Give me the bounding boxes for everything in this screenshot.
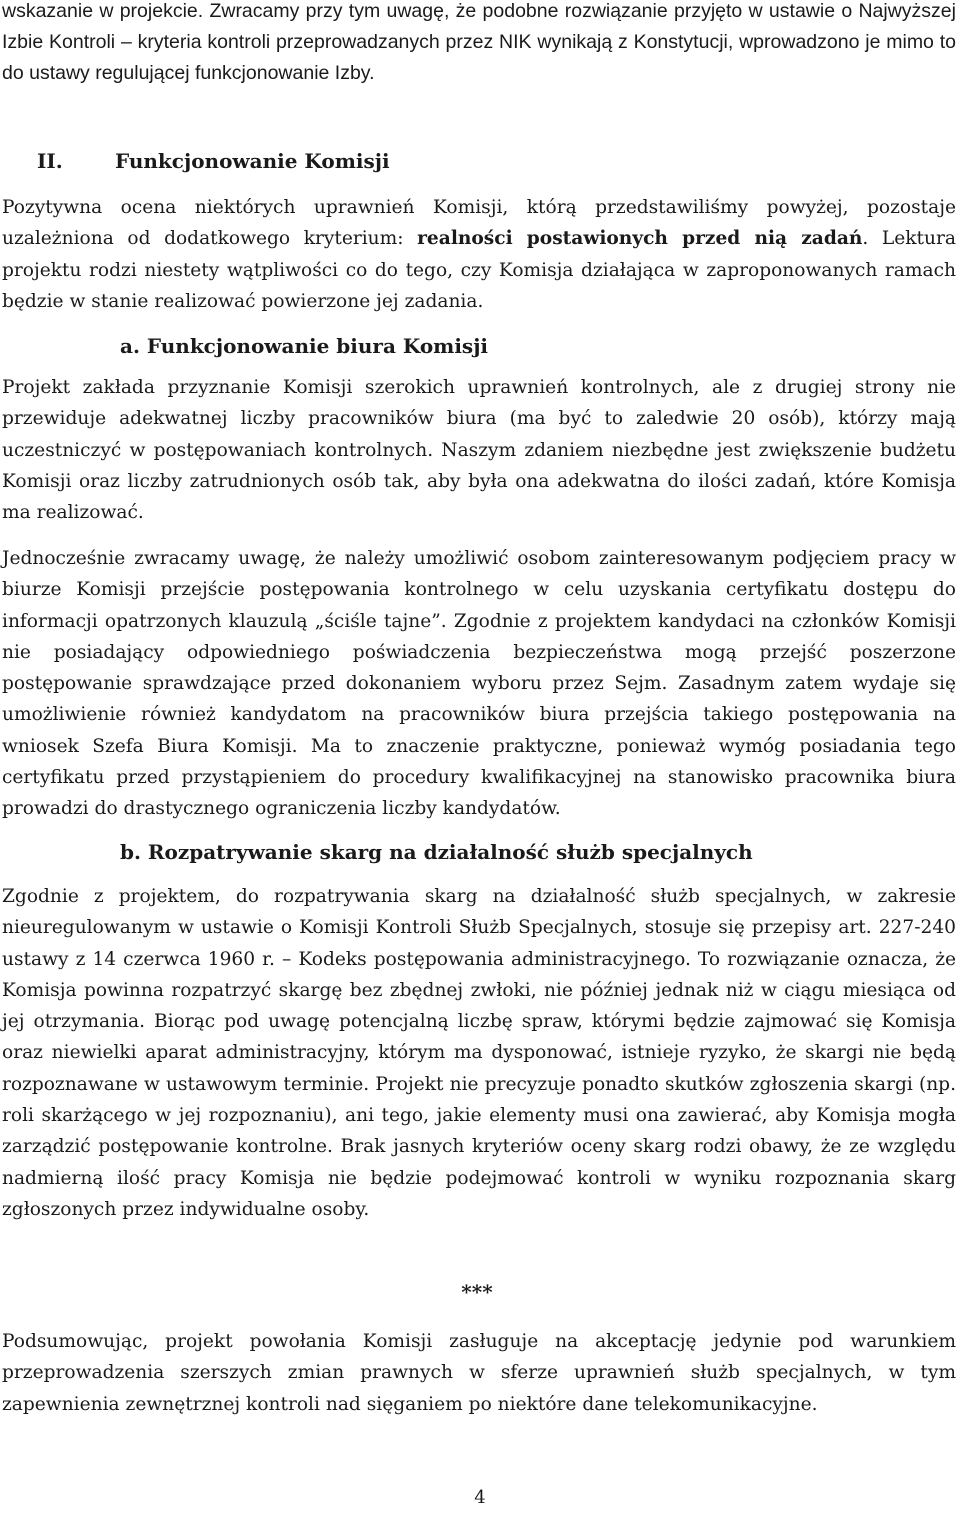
paragraph-text: . Lektura projektu rodzi niestety wątpliwości co do tego, czy Komisja działająca w zaproponowanych ramach będzie w stanie realizować powierzone jej zadania.	[2, 228, 956, 312]
emphasis-text: realności postawionych przed nią zadań	[417, 228, 863, 250]
subsection-a-paragraph-2: Jednocześnie zwracamy uwagę, że należy umożliwić osobom zainteresowanym podjęciem pracy w biurze Komisji przejście postępowania kontrolnego w celu uzyskania certyfikatu dostępu do informacji opatrzonych klauzulą „ściśle tajne”. Zgodnie z projektem kandydaci na członków Komisji nie posiadający odpowiedniego poświadczenia bezpieczeństwa mogą przejść poszerzone postępowanie sprawdzające przed dokonaniem wyboru przez Sejm. Zasadnym zatem wydaje się umożliwienie również kandydatom na pracowników biura przejścia takiego postępowania na wniosek Szefa Biura Komisji. Ma to znaczenie praktyczne, ponieważ wymóg posiadania tego certyfikatu przed przystąpieniem do procedury kwalifikacyjnej na stanowisko pracownika biura prowadzi do drastycznego ograniczenia liczby kandydatów.	[2, 548, 956, 820]
subsection-title-a: a. Funkcjonowanie biura Komisji	[120, 334, 489, 358]
section-separator: ***	[461, 1280, 493, 1304]
subsection-title-b: b. Rozpatrywanie skarg na działalność służb specjalnych	[120, 840, 753, 864]
intro-paragraph: wskazanie w projekcie. Zwracamy przy tym uwagę, że podobne rozwiązanie przyjęto w ustawie o Najwyższej Izbie Kontroli – kryteria kontroli przeprowadzanych przez NIK wynikają z Konstytucji, wprowadzono je mimo to do ustawy regulującej funkcjonowanie Izby.	[2, 0, 956, 84]
section-title: Funkcjonowanie Komisji	[115, 149, 390, 173]
section-paragraph	[0, 192, 960, 317]
subsection-b-paragraph: Zgodnie z projektem, do rozpatrywania skarg na działalność służb specjalnych, w zakresie nieuregulowanym w ustawie o Komisji Kontroli Służb Specjalnych, stosuje się przepisy art. 227-240 ustawy z 14 czerwca 1960 r. – Kodeks postępowania administracyjnego. To rozwiązanie oznacza, że Komisja powinna rozpatrzyć skargę bez zbędnej zwłoki, nie później jednak niż w ciągu miesiąca od jej otrzymania. Biorąc pod uwagę potencjalną liczbę spraw, którymi będzie zajmować się Komisja oraz niewielki aparat administracyjny, którym ma dysponować, istnieje ryzyko, że skargi nie będą rozpoznawane w ustawowym terminie. Projekt nie precyzuje ponadto skutków zgłoszenia skargi (np. roli skarżącego w jej rozpoznaniu), ani tego, jakie elementy musi ona zawierać, aby Komisja mogła zarządzić postępowanie kontrolne. Brak jasnych kryteriów oceny skarg rodzi obawy, że ze względu nadmierną ilość pracy Komisja nie będzie podejmować kontroli w wyniku rozpoznania skarg zgłoszonych przez indywidualne osoby.	[2, 886, 956, 1220]
section-number: II.	[37, 149, 63, 173]
page-number: 4	[474, 1487, 486, 1508]
summary-paragraph: Podsumowując, projekt powołania Komisji zasługuje na akceptację jedynie pod warunkiem przeprowadzenia szerszych zmian prawnych w sferze uprawnień służb specjalnych, w tym zapewnienia zewnętrznej kontroli nad sięganiem po niektóre dane telekomunikacyjne.	[2, 1331, 956, 1415]
paragraph-text: Pozytywna ocena niektórych uprawnień Komisji, którą przedstawiliśmy powyżej, pozostaje uzależniona od dodatkowego kryterium:	[2, 197, 956, 250]
subsection-a-paragraph-1: Projekt zakłada przyznanie Komisji szerokich uprawnień kontrolnych, ale z drugiej strony nie przewiduje adekwatnej liczby pracowników biura (ma być to zaledwie 20 osób), którzy mają uczestniczyć w postępowaniach kontrolnych. Naszym zdaniem niezbędne jest zwiększenie budżetu Komisji oraz liczby zatrudnionych osób tak, aby była ona adekwatna do ilości zadań, które Komisja ma realizować.	[2, 377, 956, 524]
